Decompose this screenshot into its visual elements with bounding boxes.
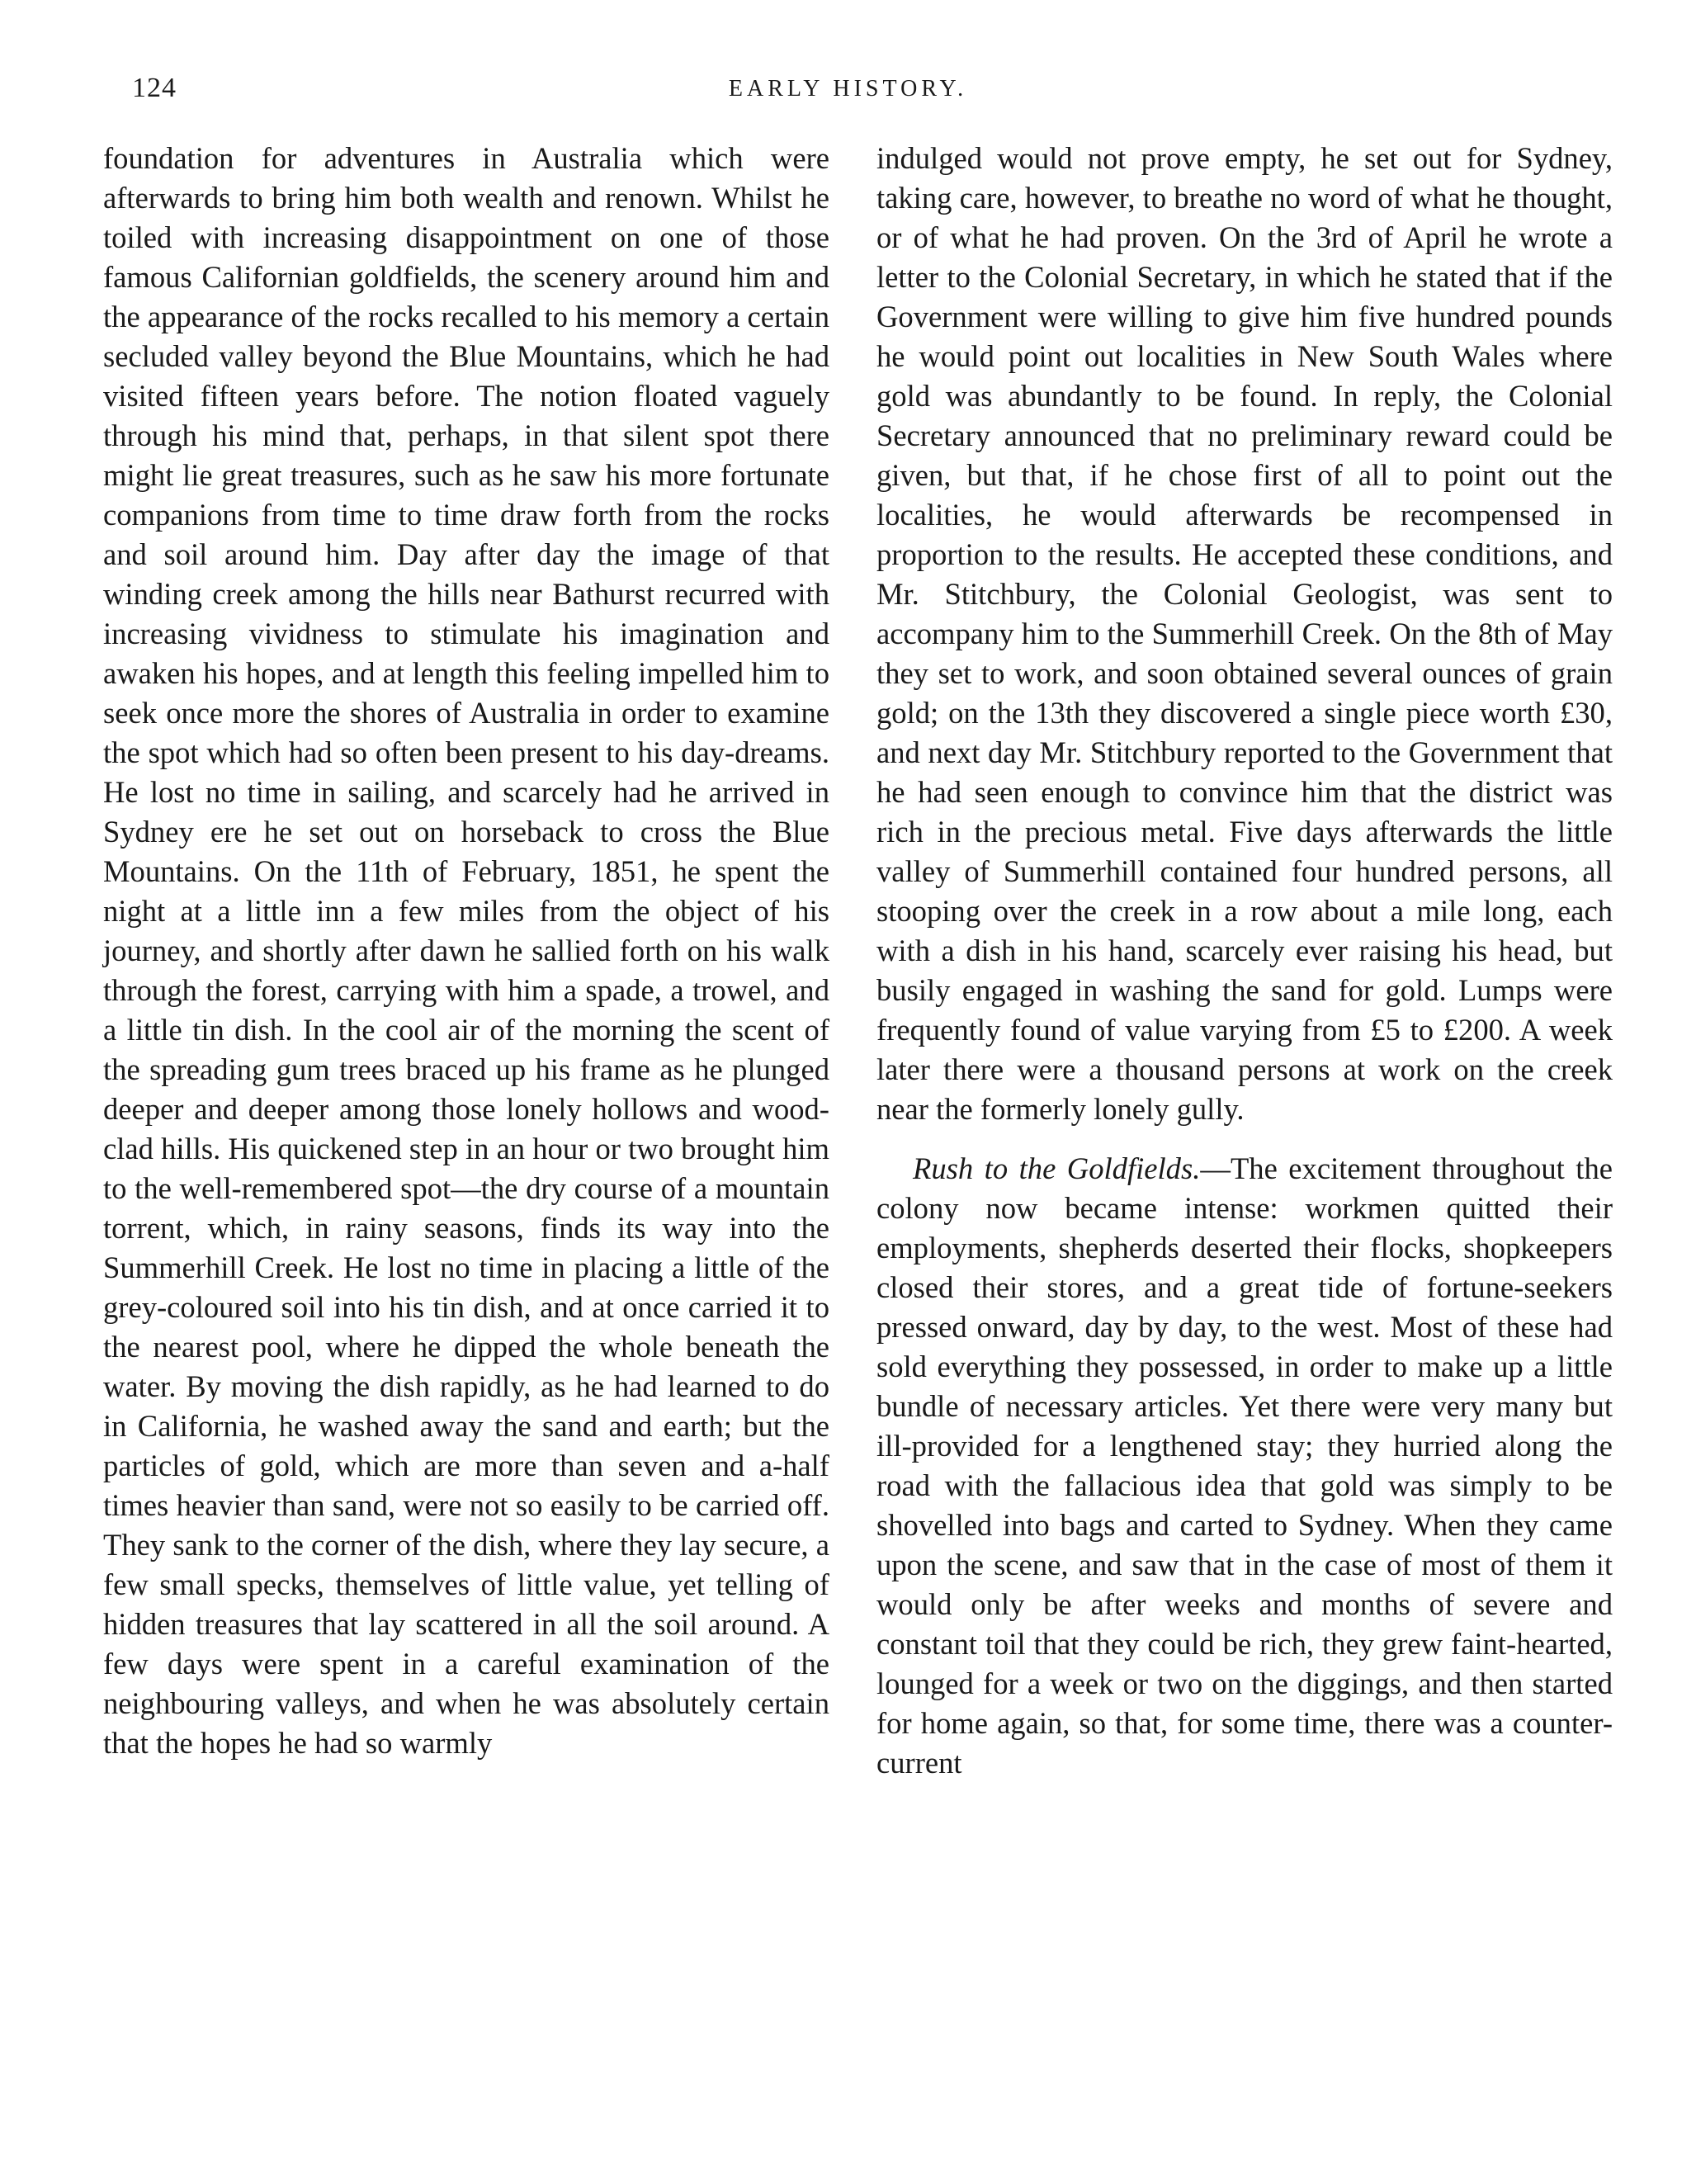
section-body: —The excitement throughout the colony now became intense: workmen quitted their employments, shepherds deserted their flocks, shopkeepers closed their stores, and a great tide of fortune-seekers pressed onward, day by day, to the west. Most of these had sold everything they possessed, in order to make up a little bundle of necessary articles. Yet there were very many but ill-provided for a lengthened stay; they hurried along the road with the fallacious idea that gold was simply to be shovelled into bags and carted to Sydney. When they came upon the scene, and saw that in the case of most of them it would only be after weeks and months of severe and constant toil that they could be rich, they grew faint-hearted, lounged for a week or two on the diggings, and then started for home again, so that, for some time, there was a counter-current <box>876 1151 1613 1780</box>
section-heading: Rush to the Goldfields. <box>913 1151 1201 1185</box>
right-paragraph-1: indulged would not prove empty, he set out for Sydney, taking care, however, to breathe no word of what he thought, or of what he had proven. On the 3rd of April he wrote a letter to the Colonial Secretary, in which he stated that if the Government were willing to give him five hundred pounds he would point out localities in New South Wales where gold was abundantly to be found. In reply, the Colonial Secretary announced that no preliminary reward could be given, but that, if he chose first of all to point out the localities, he would afterwards be recompensed in proportion to the results. He accepted these conditions, and Mr. Stitchbury, the Colonial Geologist, was sent to accompany him to the Summerhill Creek. On the 8th of May they set to work, and soon obtained several ounces of grain gold; on the 13th they discovered a single piece worth £30, and next day Mr. Stitchbury reported to the Government that he had seen enough to convince him that the district was rich in the precious metal. Five days afterwards the little valley of Summerhill contained four hundred persons, all stooping over the creek in a row about a mile long, each with a dish in his hand, scarcely ever raising his head, but busily engaged in washing the sand for gold. Lumps were frequently found of value varying from £5 to £200. A week later there were a thousand persons at work on the creek near the formerly lonely gully. <box>876 141 1613 1126</box>
running-head: EARLY HISTORY. <box>728 76 968 102</box>
left-paragraph-1: foundation for adventures in Australia which were afterwards to bring him both wealth and renown. Whilst he toiled with increasing disappointment on one of those famous Californian goldfields, the scenery around him and the appearance of the rocks recalled to his memory a certain secluded valley beyond the Blue Mountains, which he had visited fifteen years before. The notion floated vaguely through his mind that, perhaps, in that silent spot there might lie great treasures, such as he saw his more fortunate companions from time to time draw forth from the rocks and soil around him. Day after day the image of that winding creek among the hills near Bathurst recurred with increasing vividness to stimulate his imagination and awaken his hopes, and at length this feeling impelled him to seek once more the shores of Australia in order to examine the spot which had so often been present to his day-dreams. He lost no time in sailing, and scarcely had he arrived in Sydney ere he set out on horseback to cross the Blue Mountains. On the 11th of February, 1851, he spent the night at a little inn a few miles from the object of his journey, and shortly after dawn he sallied forth on his walk through the forest, carrying with him a spade, a trowel, and a little tin dish. In the cool air of the morning the scent of the spreading gum trees braced up his frame as he plunged deeper and deeper among those lonely hollows and wood-clad hills. His quickened step in an hour or two brought him to the well-remembered spot—the dry course of a mountain torrent, which, in rainy seasons, finds its way into the Summerhill Creek. He lost no time in placing a little of the grey-coloured soil into his tin dish, and at once carried it to the nearest pool, where he dipped the whole beneath the water. By moving the dish rapidly, as he had learned to do in California, he washed away the sand and earth; but the particles of gold, which are more than seven and a-half times heavier than sand, were not so easily to be carried off. They sank to the corner of the dish, where they lay secure, a few small specks, themselves of little value, yet telling of hidden treasures that lay scattered in all the soil around. A few days were spent in a careful examination of the neighbouring valleys, and when he was absolutely certain that the hopes he had so warmly <box>103 141 829 1760</box>
right-paragraph-2 <box>876 1149 1613 1783</box>
page-number: 124 <box>132 73 177 103</box>
right-column <box>876 139 1613 1783</box>
left-column <box>103 139 829 1763</box>
